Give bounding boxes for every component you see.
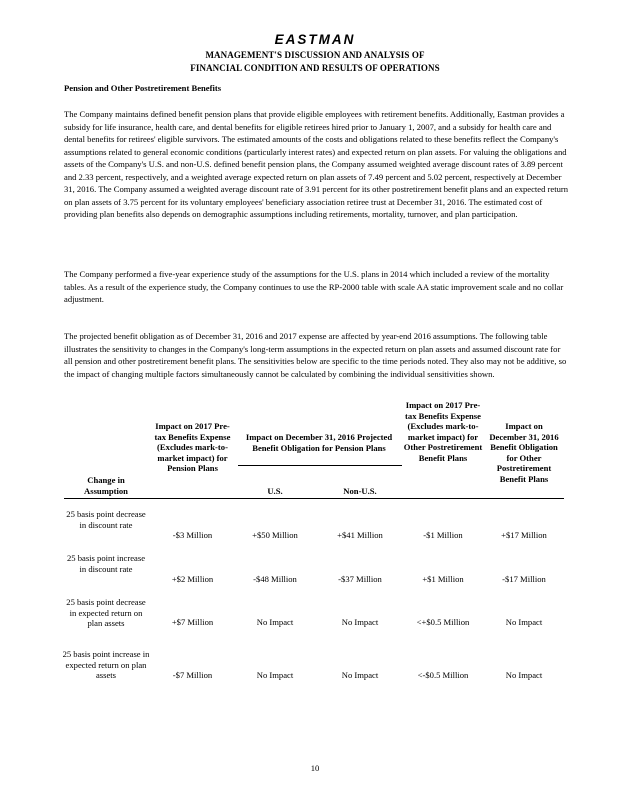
company-logo: EASTMAN [274,32,356,47]
header-other-expense: Impact on 2017 Pre-tax Benefits Expense (Excludes mark-to-market impact) for Other Postretirement Benefit Plans [403,400,483,463]
row3-us: No Impact [256,617,294,627]
paragraph-2: The Company performed a five-year experience study of the assumptions for the U.S. plans in 2014 which included a review of the mortality tables. As a result of the experience study, the Company continues to use the RP-2000 table with scale AA static improvement scale and no collar adjustment. [64,269,564,304]
row4-pension-expense: -$7 Million [172,670,213,680]
row1-pension-expense: -$3 Million [172,530,213,540]
row4-other-obligation: No Impact [505,670,543,680]
header-us: U.S. [267,486,283,496]
page-number: 10 [310,763,320,773]
row3-change: 25 basis point decrease in expected return on plan assets [66,597,146,629]
row1-non-us: +$41 Million [337,530,383,540]
row3-non-us: No Impact [341,617,379,627]
report-header-line2: FINANCIAL CONDITION AND RESULTS OF OPERATIONS [190,63,440,73]
row2-other-obligation: -$17 Million [502,574,546,584]
row3-other-obligation: No Impact [505,617,543,627]
header-pbo-group: Impact on December 31, 2016 Projected Benefit Obligation for Pension Plans [245,432,393,453]
header-non-us: Non-U.S. [343,486,377,496]
row1-change: 25 basis point decrease in discount rate [66,509,146,530]
header-pension-expense: Impact on 2017 Pre-tax Benefits Expense (Excludes mark-to-market impact) for Pension Plans [154,421,231,474]
row2-change: 25 basis point increase in discount rate [66,553,146,574]
paragraph-1: The Company maintains defined benefit pension plans that provide eligible employees with retirement benefits. Additionally, Eastman provides a subsidy for life insurance, health care, and dental benefits for eligible retirees hired prior to January 1, 2007, and a subsidy for health care and dental benefits for retirees' eligible survivors. The estimated amounts of the costs and obligations related to these benefits reflect the Company's assumptions related to general economic conditions (particularly interest rates) and expected return on plan assets. For valuing the obligations and assets of the Company's U.S. and non-U.S. defined benefit pension plans, the Company assumed weighted average discount rates of 3.89 percent and 2.33 percent, respectively, and a weighted average expected return on plan assets of 7.49 percent and 5.02 percent, respectively at December 31, 2016. The Company assumed a weighted average discount rate of 3.91 percent for its other postretirement benefit plans and an expected return on plan assets of 3.75 percent for its voluntary employees' beneficiary association retiree trust at December 31, 2016. The estimated cost of providing plan benefits also depends on demographic assumptions including retirements, mortality, turnover, and plan participation. [64,109,569,219]
header-group-rule [238,465,402,466]
row4-non-us: No Impact [341,670,379,680]
row2-us: -$48 Million [253,574,297,584]
row1-other-expense: -$1 Million [423,530,463,540]
header-other-obligation: Impact on December 31, 2016 Benefit Obligation for Other Postretirement Benefit Plans [489,421,559,484]
header-bottom-rule [64,498,564,499]
row2-other-expense: +$1 Million [422,574,464,584]
row2-pension-expense: +$2 Million [171,574,214,584]
header-change-in-assumption: Change in Assumption [84,475,128,496]
row2-non-us: -$37 Million [338,574,382,584]
section-title: Pension and Other Postretirement Benefits [64,83,222,93]
paragraph-3: The projected benefit obligation as of December 31, 2016 and 2017 expense are affected by year-end 2016 assumptions. The following table illustrates the sensitivity to changes in the Company's long-term assumptions in the expected return on plan assets and assumed discount rate for all pension and other postretirement benefit plans. The sensitivities below are specific to the time periods noted. They also may not be additive, so the impact of changing multiple factors simultaneously cannot be calculated by combining the individual sensitivities shown. [64,331,567,379]
row4-change: 25 basis point increase in expected return on plan assets [62,649,150,681]
row4-other-expense: <-$0.5 Million [417,670,469,680]
row1-other-obligation: +$17 Million [501,530,547,540]
row3-other-expense: <+$0.5 Million [416,617,470,627]
row1-us: +$50 Million [252,530,298,540]
report-header-line1: MANAGEMENT'S DISCUSSION AND ANALYSIS OF [205,50,425,60]
row4-us: No Impact [256,670,294,680]
row3-pension-expense: +$7 Million [171,617,214,627]
